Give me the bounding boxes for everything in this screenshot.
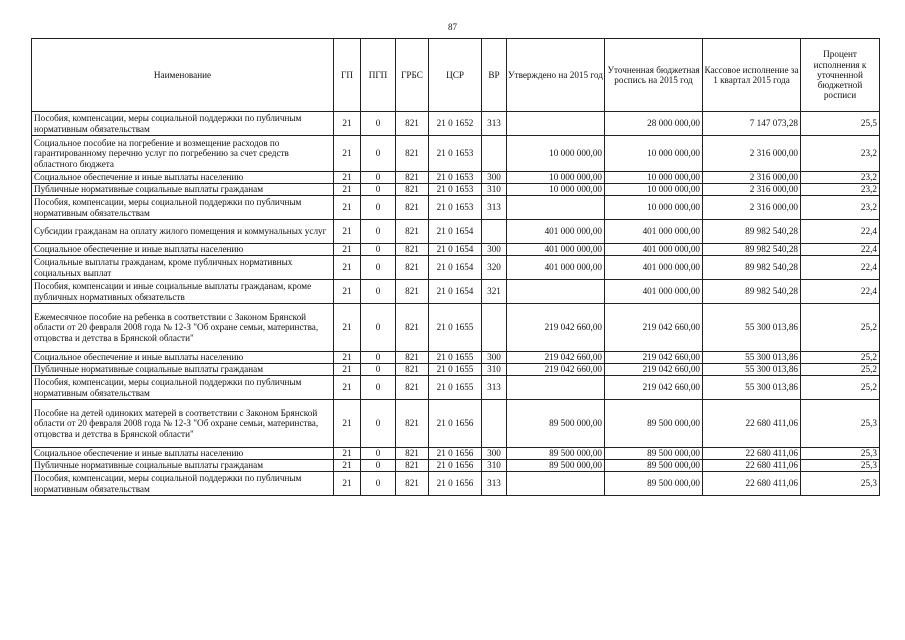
cell-percent: 22,4 <box>801 280 880 304</box>
cell-refined: 10 000 000,00 <box>605 184 703 196</box>
cell-vr: 313 <box>482 112 507 136</box>
cell-executed: 22 680 411,06 <box>703 472 801 496</box>
header-pgp: ПГП <box>361 39 396 112</box>
cell-csr: 21 0 1656 <box>429 472 482 496</box>
cell-executed: 55 300 013,86 <box>703 376 801 400</box>
cell-grbs: 821 <box>396 244 429 256</box>
cell-grbs: 821 <box>396 280 429 304</box>
cell-pgp: 0 <box>361 448 396 460</box>
cell-vr: 310 <box>482 364 507 376</box>
cell-approved: 89 500 000,00 <box>507 400 605 448</box>
cell-pgp: 0 <box>361 244 396 256</box>
cell-gp: 21 <box>334 364 361 376</box>
cell-vr: 300 <box>482 352 507 364</box>
cell-vr: 313 <box>482 376 507 400</box>
cell-pgp: 0 <box>361 256 396 280</box>
cell-grbs: 821 <box>396 352 429 364</box>
cell-refined: 10 000 000,00 <box>605 196 703 220</box>
cell-refined: 219 042 660,00 <box>605 352 703 364</box>
cell-csr: 21 0 1654 <box>429 220 482 244</box>
cell-approved: 401 000 000,00 <box>507 256 605 280</box>
header-gp: ГП <box>334 39 361 112</box>
cell-vr: 313 <box>482 196 507 220</box>
cell-refined: 219 042 660,00 <box>605 376 703 400</box>
cell-name: Публичные нормативные социальные выплаты гражданам <box>32 184 334 196</box>
cell-name: Социальное обеспечение и иные выплаты населению <box>32 352 334 364</box>
table-row <box>32 460 880 472</box>
cell-grbs: 821 <box>396 448 429 460</box>
cell-approved: 10 000 000,00 <box>507 172 605 184</box>
cell-refined: 89 500 000,00 <box>605 400 703 448</box>
header-grbs: ГРБС <box>396 39 429 112</box>
cell-approved: 10 000 000,00 <box>507 136 605 172</box>
cell-percent: 22,4 <box>801 220 880 244</box>
cell-csr: 21 0 1654 <box>429 280 482 304</box>
cell-grbs: 821 <box>396 136 429 172</box>
cell-name: Пособия, компенсации и иные социальные выплаты гражданам, кроме публичных нормативных обязательств <box>32 280 334 304</box>
cell-gp: 21 <box>334 256 361 280</box>
cell-refined: 401 000 000,00 <box>605 220 703 244</box>
table-row <box>32 244 880 256</box>
cell-executed: 89 982 540,28 <box>703 244 801 256</box>
cell-vr: 310 <box>482 184 507 196</box>
cell-name: Социальное обеспечение и иные выплаты населению <box>32 244 334 256</box>
cell-name: Публичные нормативные социальные выплаты гражданам <box>32 460 334 472</box>
table-row <box>32 472 880 496</box>
cell-csr: 21 0 1655 <box>429 352 482 364</box>
cell-executed: 7 147 073,28 <box>703 112 801 136</box>
cell-approved <box>507 112 605 136</box>
cell-csr: 21 0 1656 <box>429 460 482 472</box>
cell-name: Социальное обеспечение и иные выплаты населению <box>32 172 334 184</box>
header-approved: Утверждено на 2015 год <box>507 39 605 112</box>
cell-percent: 23,2 <box>801 184 880 196</box>
cell-gp: 21 <box>334 196 361 220</box>
cell-grbs: 821 <box>396 460 429 472</box>
cell-executed: 55 300 013,86 <box>703 364 801 376</box>
cell-grbs: 821 <box>396 376 429 400</box>
cell-gp: 21 <box>334 460 361 472</box>
cell-grbs: 821 <box>396 364 429 376</box>
budget-table <box>31 38 880 496</box>
header-vr: ВР <box>482 39 507 112</box>
cell-percent: 25,2 <box>801 364 880 376</box>
cell-percent: 22,4 <box>801 256 880 280</box>
cell-csr: 21 0 1655 <box>429 376 482 400</box>
table-row <box>32 220 880 244</box>
cell-name: Социальные выплаты гражданам, кроме публичных нормативных социальных выплат <box>32 256 334 280</box>
cell-approved: 219 042 660,00 <box>507 304 605 352</box>
cell-vr <box>482 220 507 244</box>
cell-grbs: 821 <box>396 172 429 184</box>
cell-csr: 21 0 1656 <box>429 400 482 448</box>
cell-pgp: 0 <box>361 472 396 496</box>
cell-pgp: 0 <box>361 112 396 136</box>
cell-gp: 21 <box>334 244 361 256</box>
cell-executed: 2 316 000,00 <box>703 184 801 196</box>
cell-vr: 313 <box>482 472 507 496</box>
cell-refined: 401 000 000,00 <box>605 244 703 256</box>
cell-executed: 89 982 540,28 <box>703 220 801 244</box>
header-executed: Кассовое исполнение за 1 квартал 2015 года <box>703 39 801 112</box>
cell-percent: 25,3 <box>801 400 880 448</box>
cell-executed: 2 316 000,00 <box>703 172 801 184</box>
cell-grbs: 821 <box>396 256 429 280</box>
table-row <box>32 184 880 196</box>
cell-executed: 89 982 540,28 <box>703 280 801 304</box>
header-percent: Процент исполнения к уточненной бюджетной росписи <box>801 39 880 112</box>
cell-executed: 22 680 411,06 <box>703 448 801 460</box>
cell-pgp: 0 <box>361 304 396 352</box>
table-row <box>32 172 880 184</box>
cell-pgp: 0 <box>361 184 396 196</box>
cell-csr: 21 0 1653 <box>429 196 482 220</box>
cell-gp: 21 <box>334 448 361 460</box>
cell-csr: 21 0 1655 <box>429 364 482 376</box>
table-row <box>32 304 880 352</box>
cell-name: Социальное обеспечение и иные выплаты населению <box>32 448 334 460</box>
table-row <box>32 376 880 400</box>
cell-pgp: 0 <box>361 172 396 184</box>
cell-percent: 25,5 <box>801 112 880 136</box>
cell-vr: 321 <box>482 280 507 304</box>
cell-csr: 21 0 1653 <box>429 184 482 196</box>
cell-grbs: 821 <box>396 196 429 220</box>
table-row <box>32 280 880 304</box>
table-row <box>32 364 880 376</box>
cell-name: Пособия, компенсации, меры социальной поддержки по публичным нормативным обязательствам <box>32 472 334 496</box>
cell-gp: 21 <box>334 184 361 196</box>
cell-percent: 23,2 <box>801 172 880 184</box>
cell-percent: 25,2 <box>801 352 880 364</box>
cell-vr: 300 <box>482 172 507 184</box>
cell-refined: 89 500 000,00 <box>605 448 703 460</box>
cell-approved <box>507 376 605 400</box>
cell-executed: 2 316 000,00 <box>703 196 801 220</box>
cell-gp: 21 <box>334 280 361 304</box>
cell-gp: 21 <box>334 172 361 184</box>
cell-executed: 89 982 540,28 <box>703 256 801 280</box>
cell-name: Пособие на детей одиноких матерей в соответствии с Законом Брянской области от 20 февраля 2008 года № 12-З "Об охране семьи, материнства, отцовства и детства в Брянской области" <box>32 400 334 448</box>
cell-pgp: 0 <box>361 376 396 400</box>
cell-pgp: 0 <box>361 136 396 172</box>
cell-pgp: 0 <box>361 220 396 244</box>
cell-csr: 21 0 1654 <box>429 256 482 280</box>
table-row <box>32 400 880 448</box>
cell-name: Социальное пособие на погребение и возмещение расходов по гарантированному перечню услуг по погребению за счет средств областного бюджета <box>32 136 334 172</box>
cell-refined: 89 500 000,00 <box>605 472 703 496</box>
cell-approved <box>507 196 605 220</box>
table-row <box>32 112 880 136</box>
cell-vr <box>482 304 507 352</box>
cell-pgp: 0 <box>361 196 396 220</box>
cell-approved: 219 042 660,00 <box>507 364 605 376</box>
cell-csr: 21 0 1654 <box>429 244 482 256</box>
cell-percent: 25,3 <box>801 472 880 496</box>
cell-approved: 10 000 000,00 <box>507 184 605 196</box>
cell-name: Ежемесячное пособие на ребенка в соответствии с Законом Брянской области от 20 февраля 2008 года № 12-З "Об охране семьи, материнства, отцовства и детства в Брянской области" <box>32 304 334 352</box>
cell-grbs: 821 <box>396 184 429 196</box>
cell-approved: 401 000 000,00 <box>507 220 605 244</box>
cell-refined: 219 042 660,00 <box>605 304 703 352</box>
cell-csr: 21 0 1653 <box>429 136 482 172</box>
cell-executed: 2 316 000,00 <box>703 136 801 172</box>
cell-approved: 89 500 000,00 <box>507 460 605 472</box>
cell-csr: 21 0 1656 <box>429 448 482 460</box>
header-csr: ЦСР <box>429 39 482 112</box>
cell-executed: 22 680 411,06 <box>703 400 801 448</box>
cell-vr: 300 <box>482 448 507 460</box>
cell-refined: 10 000 000,00 <box>605 136 703 172</box>
cell-pgp: 0 <box>361 352 396 364</box>
cell-gp: 21 <box>334 112 361 136</box>
cell-name: Субсидии гражданам на оплату жилого помещения и коммунальных услуг <box>32 220 334 244</box>
cell-percent: 25,3 <box>801 448 880 460</box>
cell-gp: 21 <box>334 304 361 352</box>
table-row <box>32 196 880 220</box>
cell-vr <box>482 136 507 172</box>
cell-pgp: 0 <box>361 364 396 376</box>
cell-name: Пособия, компенсации, меры социальной поддержки по публичным нормативным обязательствам <box>32 112 334 136</box>
cell-grbs: 821 <box>396 400 429 448</box>
cell-pgp: 0 <box>361 400 396 448</box>
cell-gp: 21 <box>334 376 361 400</box>
cell-vr: 320 <box>482 256 507 280</box>
cell-vr: 300 <box>482 244 507 256</box>
cell-grbs: 821 <box>396 220 429 244</box>
cell-percent: 23,2 <box>801 196 880 220</box>
table-row <box>32 352 880 364</box>
page-number: 87 <box>448 22 457 32</box>
cell-approved: 89 500 000,00 <box>507 448 605 460</box>
cell-percent: 25,3 <box>801 460 880 472</box>
cell-vr: 310 <box>482 460 507 472</box>
table-row <box>32 448 880 460</box>
table-row <box>32 136 880 172</box>
table-header-row <box>32 39 880 112</box>
cell-pgp: 0 <box>361 460 396 472</box>
cell-refined: 401 000 000,00 <box>605 280 703 304</box>
cell-executed: 55 300 013,86 <box>703 304 801 352</box>
cell-gp: 21 <box>334 220 361 244</box>
cell-csr: 21 0 1653 <box>429 172 482 184</box>
cell-grbs: 821 <box>396 304 429 352</box>
cell-grbs: 821 <box>396 112 429 136</box>
cell-csr: 21 0 1652 <box>429 112 482 136</box>
table-row <box>32 256 880 280</box>
cell-vr <box>482 400 507 448</box>
cell-name: Пособия, компенсации, меры социальной поддержки по публичным нормативным обязательствам <box>32 196 334 220</box>
cell-grbs: 821 <box>396 472 429 496</box>
cell-percent: 22,4 <box>801 244 880 256</box>
cell-percent: 25,2 <box>801 304 880 352</box>
header-name: Наименование <box>32 39 334 112</box>
cell-refined: 89 500 000,00 <box>605 460 703 472</box>
cell-percent: 23,2 <box>801 136 880 172</box>
cell-executed: 22 680 411,06 <box>703 460 801 472</box>
cell-approved: 219 042 660,00 <box>507 352 605 364</box>
cell-approved <box>507 472 605 496</box>
header-refined: Уточненная бюджетная роспись на 2015 год <box>605 39 703 112</box>
cell-name: Публичные нормативные социальные выплаты гражданам <box>32 364 334 376</box>
cell-pgp: 0 <box>361 280 396 304</box>
cell-refined: 401 000 000,00 <box>605 256 703 280</box>
cell-refined: 219 042 660,00 <box>605 364 703 376</box>
cell-executed: 55 300 013,86 <box>703 352 801 364</box>
cell-gp: 21 <box>334 352 361 364</box>
cell-refined: 10 000 000,00 <box>605 172 703 184</box>
cell-approved <box>507 280 605 304</box>
cell-gp: 21 <box>334 472 361 496</box>
cell-name: Пособия, компенсации, меры социальной поддержки по публичным нормативным обязательствам <box>32 376 334 400</box>
cell-gp: 21 <box>334 136 361 172</box>
cell-percent: 25,2 <box>801 376 880 400</box>
cell-refined: 28 000 000,00 <box>605 112 703 136</box>
cell-csr: 21 0 1655 <box>429 304 482 352</box>
cell-gp: 21 <box>334 400 361 448</box>
cell-approved: 401 000 000,00 <box>507 244 605 256</box>
